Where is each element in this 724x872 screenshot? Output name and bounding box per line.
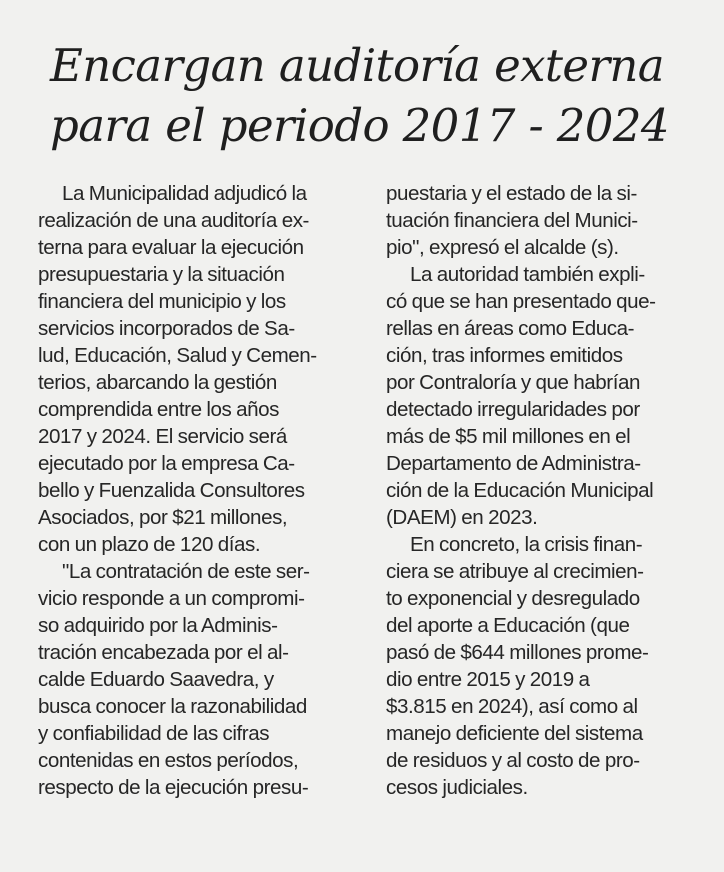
- headline: [50, 36, 710, 156]
- text-line: Asociados, por $21 millones,: [38, 506, 288, 529]
- text-line: bello y Fuenzalida Consultores: [38, 479, 305, 502]
- text-line: calde Eduardo Saavedra, y: [38, 668, 274, 691]
- text-line: realización de una auditoría ex-: [38, 209, 309, 232]
- text-line: (DAEM) en 2023.: [386, 506, 538, 529]
- text-line: ciera se atribuye al crecimien-: [386, 560, 644, 583]
- text-line: La Municipalidad adjudicó la: [62, 182, 307, 205]
- text-line: lud, Educación, Salud y Cemen-: [38, 344, 317, 367]
- text-line: servicios incorporados de Sa-: [38, 317, 295, 340]
- text-line: vicio responde a un compromi-: [38, 587, 305, 610]
- text-line: respecto de la ejecución presu-: [38, 776, 309, 799]
- text-line: busca conocer la razonabilidad: [38, 695, 307, 718]
- text-line: ción de la Educación Municipal: [386, 479, 654, 502]
- text-line: ción, tras informes emitidos: [386, 344, 623, 367]
- text-line: La autoridad también expli-: [410, 263, 645, 286]
- text-line: 2017 y 2024. El servicio será: [38, 425, 287, 448]
- headline-line: para el periodo 2017 - 2024: [50, 99, 669, 152]
- text-line: contenidas en estos períodos,: [38, 749, 299, 772]
- text-line: ejecutado por la empresa Ca-: [38, 452, 295, 475]
- text-line: del aporte a Educación (que: [386, 614, 630, 637]
- text-line: $3.815 en 2024), así como al: [386, 695, 638, 718]
- text-line: más de $5 mil millones en el: [386, 425, 631, 448]
- text-line: dio entre 2015 y 2019 a: [386, 668, 590, 691]
- text-line: "La contratación de este ser-: [62, 560, 310, 583]
- text-line: so adquirido por la Adminis-: [38, 614, 278, 637]
- text-line: de residuos y al costo de pro-: [386, 749, 640, 772]
- article-column-right: [386, 180, 704, 801]
- text-line: presupuestaria y la situación: [38, 263, 285, 286]
- text-line: comprendida entre los años: [38, 398, 279, 421]
- text-line: detectado irregularidades por: [386, 398, 640, 421]
- text-line: tuación financiera del Munici-: [386, 209, 638, 232]
- text-line: rellas en áreas como Educa-: [386, 317, 634, 340]
- text-line: puestaria y el estado de la si-: [386, 182, 637, 205]
- text-line: pio", expresó el alcalde (s).: [386, 236, 619, 259]
- text-line: manejo deficiente del sistema: [386, 722, 643, 745]
- text-line: terna para evaluar la ejecución: [38, 236, 304, 259]
- text-line: to exponencial y desregulado: [386, 587, 640, 610]
- text-line: pasó de $644 millones prome-: [386, 641, 649, 664]
- text-line: por Contraloría y que habrían: [386, 371, 640, 394]
- text-line: cesos judiciales.: [386, 776, 528, 799]
- text-line: có que se han presentado que-: [386, 290, 656, 313]
- text-line: En concreto, la crisis finan-: [410, 533, 643, 556]
- article-column-left: [38, 180, 340, 801]
- headline-line: Encargan auditoría externa: [50, 39, 664, 92]
- text-line: terios, abarcando la gestión: [38, 371, 277, 394]
- text-line: Departamento de Administra-: [386, 452, 641, 475]
- text-line: financiera del municipio y los: [38, 290, 286, 313]
- text-line: con un plazo de 120 días.: [38, 533, 261, 556]
- text-line: y confiabilidad de las cifras: [38, 722, 270, 745]
- text-line: tración encabezada por el al-: [38, 641, 289, 664]
